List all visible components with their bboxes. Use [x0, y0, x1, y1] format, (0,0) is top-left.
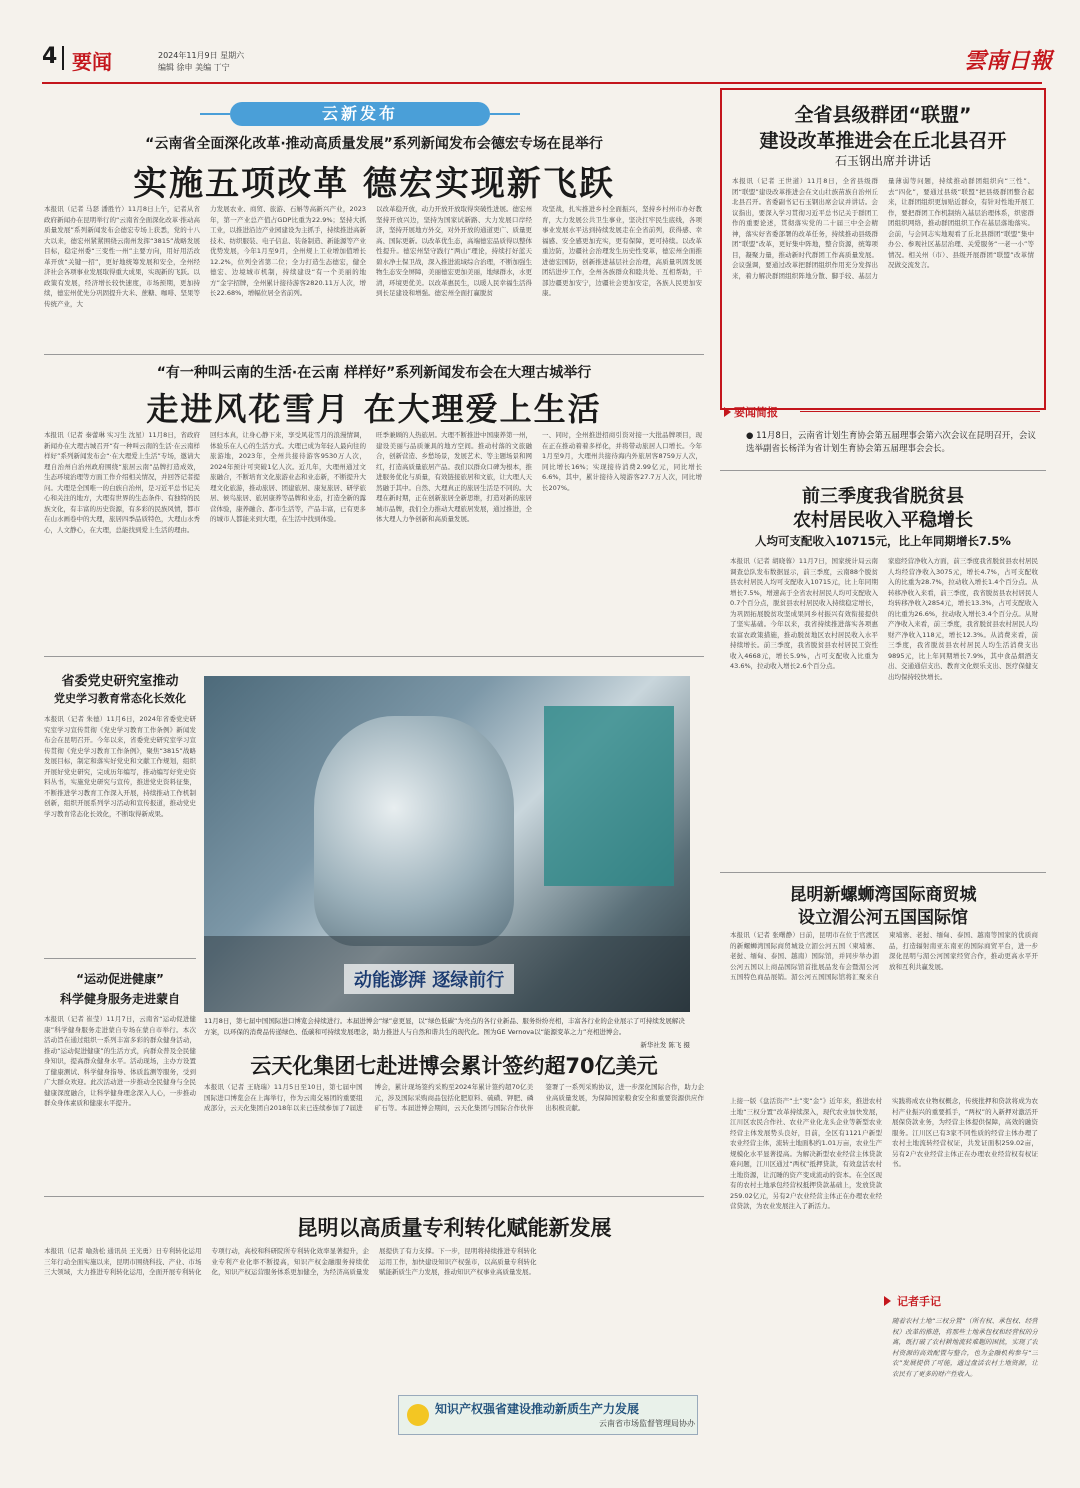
dali-column-4: 一、同时，全州推进招商引资对接一大批品牌项目，现在正在推动着着多样化，并将带动旅居人口增长。今年1月至9月，大理州共接待海内外旅居客8759万人次，同比增长16%；实现接待消费2.99亿元，同比增长6.6%，其中，累计接待入境游客27.7万人次，同比增长207%。 [542, 431, 702, 492]
section-name: 要闻 [72, 50, 112, 74]
page-number-divider [62, 46, 64, 70]
issue-editors: 编辑 徐申 美编 丁宁 [158, 63, 230, 72]
note-marker-icon [884, 1296, 891, 1306]
poverty-headline-1: 前三季度我省脱贫县 [802, 486, 964, 507]
banner-right-line [490, 113, 520, 115]
dali-bottom-rule [44, 656, 704, 657]
lead-kicker: “云南省全面深化改革·推动高质量发展”系列新闻发布会德宏专场在昆举行 [145, 136, 603, 152]
lead-column-3: 以改革稳开放，动力开放开放取得突破性进展。德宏州坚持开放兴边，坚持为国家试新路、大力发展口岸经济，坚持开展地方外交，对外开放的通道更广、质量更高、国际更新。以改革优生态，高端德宏品质得以整体性提升。德宏州坚守践行“两山”理论，持续打好蓝天碧水净土保卫战，深入推进流域综合治理，不断加强生物生态安全屏障，美丽德宏更加美丽，地绿群水，水更清，环境更优美。以改革惠民生，以暖人民幸福生活得到长足建设和增强。德宏州全面打赢脱贫 [376, 205, 532, 297]
box-headline-2: 建设改革推进会在丘北县召开 [759, 130, 1007, 152]
masthead [0, 0, 1080, 84]
lead-column-2: 力发展农业、商贸、旅游、石斛等高新兴产业，2023年，第一产业总产值占GDP比重为22.9%；坚持大抓工业，以推进沿边产业园建设为主抓手，持续推进高新技术、纺织服装、电子信息、装备制造、新能源等产业优势发展，今年1月至9月，全州规上工业增加值增长12.2%，位列全省第二位；全力打造生态德宏，健全德宏、边境城市机制，持续建设“有一个美丽的地方”金字招牌，全州累计接待游客2820.11万人次，增长22.68%，增幅位居全省前列。 [210, 205, 366, 297]
fair-headline: 云天化集团七赴进博会累计签约超70亿美元 [250, 1054, 658, 1078]
gas-turbine-image [314, 716, 514, 946]
briefs-text: ● 11月8日，云南省计划生育协会第五届理事会第六次会议在昆明召开，会议选举副省长杨洋为省计划生育协会第五届理事会会长。 [746, 431, 1036, 454]
briefs-bottom-rule [720, 470, 1046, 471]
fair-story-text: 本报讯（记者 王晓瑞）11月5日至10日，第七届中国国际进口博览会在上海举行，作为云南交易团的重要组成部分，云天化集团自2018年以来已连续参加了7届进博会，累计现场签约采购至2024年累计签约超70亿美元，涉及国际采购商品包括化肥原料、硫磺、钾肥、磷矿石等。本届进博会期间，云天化集团与国际合作伙伴签署了一系列采购协议，进一步深化国际合作，助力企业高质量发展，为保障国家粮食安全和重要资源供应作出积极贡献。 [204, 1083, 704, 1112]
trade-story-text: 本报讯（记者 张曙静）日前，昆明市在位于官渡区的新螺蛳湾国际商贸城设立湄公河五国（柬埔寨、老挝、缅甸、泰国、越南）国际馆，并同步举办湄公河五国以上商品国际馆首批展品发布会暨湄公河五国特色商品展销。湄公河五国国际馆将汇聚来自柬埔寨、老挝、缅甸、泰国、越南等国家的优质商品，打造辐射南亚东南亚的国际商贸平台，进一步深化昆明与湄公河国家经贸合作，推动更高水平开放和互利共赢发展。 [730, 931, 1038, 981]
briefs-rule [800, 411, 1040, 412]
patent-story-text: 本报讯（记者 喻劲松 通讯员 王光勇）日专利转化运用三年行动全面实施以来，昆明市围绕科技、产业、市场三大领域，大力推进专利转化运用，全面开展专利转化专项行动，高校和科研院所专利转化效率显著提升，企业专利产业化率不断提高，知识产权金融服务持续优化，知识产权运营服务体系更加健全，为经济高质量发展提供了有力支撑。下一步，昆明将持续推进专利转化运用工作，加快建设知识产权强市，以高质量专利转化赋能新质生产力发展，推动知识产权事业高质量发展。 [44, 1247, 537, 1276]
land-story-text: 上接一版《盘活资产“土”变“金”》近年来，推进农村土地“三权分置”改革持续深入，现代农业加快发展，江川区农民合作社、农业产业化龙头企业等新型农业经营主体发展势头良好，目前，全区有1121户新型农业经营主体，流转土地面积约1.01万亩，农业生产规模化水平显著提高。为解决新型农业经营主体贷款难问题，江川区通过“两权”抵押贷款，有效盘活农村土地资源，让沉睡的资产变成流动的资本。在全区现有的农村土地承包经营权抵押贷款基础上，发放贷款259.02亿元，另有2户农业经营主体正在办理农业经营贷款，为农业发展注入了新活力。 [730, 1097, 882, 1210]
trade-headline-2: 设立湄公河五国国际馆 [798, 908, 968, 928]
reporter-note-label: 记者手记 [897, 1295, 941, 1308]
dali-kicker: “有一种叫云南的生活·在云南 样样好”系列新闻发布会在大理古城举行 [156, 365, 592, 381]
history-bottom-rule [44, 958, 196, 959]
sports-story-text: 本报讯（记者 崔莹）11月7日，云南省“运动促进健康”科学健身服务走进蒙自专场在蒙自市举行。本次活动旨在通过组织一系列丰富多彩的群众健身活动，推动“运动促进健康”的生活方式，向群众普及全民健身知识，提高群众健身水平。活动现场，主办方设置了健康测试、科学健身指导、体质监测等服务，受到广大群众欢迎。此次活动进一步推动全民健身与全民健康深度融合，让科学健身理念深入人心，一步推动群众身体素质和健康水平提升。 [44, 1015, 196, 1107]
lead-column-4: 攻坚战，扎实推进乡村全面振兴，坚持乡村州市办好教育，大力发展公共卫生事业，坚决扛牢民生底线，各项事业发展水平达到持续发展走在全省前列，获得感、幸福感、安全感更加充实，更有保障，更可持续。以改革重边防，边疆社会治理发生历史性变革，德宏州全面推进德宏国防，创新推进基层社会治理，高质量巩固发展团结进步工作，全州各族群众和睦共处、互相帮助，干部边疆更加安宁，边疆社会更加安定，各族人民更加安康。 [542, 205, 702, 297]
reporter-note-text: 随着农村土地“三权分置”（所有权、承包权、经营权）改革的推进，将那些土地承包权和经营权的分离，既打破了农村耕地流转难题的困扰，实现了农村资源的高效配置与整合，也为金融机构参与“三农”发展提供了可能，通过盘活农村土地资源，让农民有了更多的财产性收入。 [892, 1317, 1038, 1378]
dali-column-2: 回归本真，让身心静下来，享受风花雪月的浪漫情调，体验乐在人心的生活方式。大理已成为年轻人最向往的旅游地，2023年，全州共接待游客9530万人次，2024年预计可突破1亿人次。近几年，大理州通过文旅融合，不断培育文化旅游业态和业态新，不断提升大理文化旅游，推动旅居、团建旅居、康复旅居、研学旅居、候鸟旅居、旅居康养等品牌和业态，打造全新的露营体验，康养融合、都市生活等，产品丰富，已有更多的城市人都能来到大理，在生活中找到体验。 [210, 431, 366, 523]
brief-marker-icon [724, 407, 731, 417]
photo-caption: 11月8日，第七届中国国际进口博览会持续进行。本届进博会“绿”意更显，以“绿色低碳”为亮点的各行业新品、服务纷纷亮相，丰富各行业的企业展示了可持续发展解决方案，以环保的消费品传递绿色、低碳和可持续发展理念，助力推进人与自然和谐共生的现代化。图为GE Vernova以“能源变革之力”亮相进博会。 [204, 1017, 685, 1036]
ip-banner-title: 知识产权强省建设推动新质生产力发展 [435, 1402, 640, 1416]
display-screen-image [544, 706, 674, 886]
lead-column-1: 本报讯（记者 马瑟 潘胜竹）11月8日上午，记者从省政府新闻办在昆明举行的“云南省全面深化改革·推动高质量发展”系列新闻发布会德宏专场上获悉，党的十八大以来，德宏州紧紧围绕云南州发挥“3815”战略发展目标，稳定州委“三变性一州”主要方向，用好用活改革开放“关键一招”，更好地统筹发展和安全，全州经济社会各项事业发展取得重大成果，实现新的飞跃。以政策有发展，经济增长较快速度，市场预期，更加持续，德宏州优先分巩固提升大米、蔗糖、咖啡、坚果等传统产业，大 [44, 205, 200, 308]
poverty-column-1: 本报讯（记者 胡晓蓉）11月7日，国家统计局云南调查总队发布数据显示，前三季度，云南88个脱贫县农村居民人均可支配收入10715元，比上年同期增长7.5%，增速高于全省农村居民人均可支配收入0.7个百分点，脱贫县农村居民收入持续稳定增长，为巩固拓展脱贫攻坚成果同乡村振兴有效衔接提供了坚实基础。今年以来，我省持续推进落实各项惠农富农政策措施，推动脱贫地区农村居民收入水平持续增长。前三季度，我省脱贫县农村居民工资性收入4668元，增长5.9%，占可支配收入比重为43.6%，拉动收入增长2.6个百分点。 [730, 557, 878, 670]
ip-banner-org: 云南省市场监督管理局协办 [599, 1419, 695, 1428]
history-headline-2: 党史学习教育常态化长效化 [54, 692, 186, 705]
dali-headline: 走进风花雪月 在大理爱上生活 [146, 390, 602, 428]
box-subhead: 石玉钢出席并讲话 [834, 154, 931, 168]
briefs-label: 要闻简报 [734, 406, 778, 419]
poverty-subhead: 人均可支配收入10715元，比上年同期增长7.5% [755, 534, 1011, 548]
issue-date: 2024年11月9日 星期六 [158, 51, 245, 60]
sports-bottom-rule [44, 1196, 704, 1197]
photo-overlay-title: 动能澎湃 逐绿前行 [344, 964, 514, 994]
dali-column-1: 本报讯（记者 秦蕾琳 实习生 沈星）11月8日，省政府新闻办在大理古城召开“有一种叫云南的生活·在云南样样好”系列新闻发布会“·在大理爱上生活”专场，邀请大理自治州自治州政府围绕“旅居云南”品牌打造成效，生态环境治理等方面工作介绍相关情况，并回答记者提问。大理是全国唯一的白族自治州，是习近平总书记关心和关注的地方，大理有世界的生态条件、有独特的民族文化，有丰富的历史资源，有多彩的民族风情，都市在山水画卷中的大理，旅居四季品质特色，大理山水秀心，人文静心，在大理，总能找到爱上生活的理由。 [44, 431, 200, 534]
box-headline-1: 全省县级群团“联盟” [794, 104, 972, 126]
sports-headline-2: 科学健身服务走进蒙自 [59, 992, 180, 1006]
poverty-column-2: 家庭经营净收入方面，前三季度我省脱贫县农村居民人均经营净收入3075元，增长4.7%，占可支配收入的比重为28.7%，拉动收入增长1.4个百分点。从转移净收入来看，前三季度，我省脱贫县农村居民人均转移净收入2854元，增长13.3%，占可支配收入的比重为26.6%，拉动收入增长3.4个百分点。从财产净收入来看，前三季度，我省脱贫县农村居民人均财产净收入118元，增长12.3%。从消费来看，前三季度，我省脱贫县农村居民人均生活消费支出9895元，比上年同期增长7.9%，其中食品烟酒支出、交通通信支出、教育文化娱乐支出、医疗保健支出均保持较快增长。 [888, 557, 1038, 681]
section-banner: 云新发布 [230, 102, 490, 126]
poverty-bottom-rule [720, 872, 1046, 873]
patent-headline: 昆明以高质量专利转化赋能新发展 [296, 1216, 612, 1240]
page-number: 4 [42, 44, 58, 69]
expo-photo [204, 676, 690, 1012]
photo-credit: 新华社发 陈飞 摄 [640, 1041, 690, 1049]
header-rule [42, 82, 1042, 84]
lead-headline: 实施五项改革 德宏实现新飞跃 [133, 164, 615, 204]
trade-headline-1: 昆明新螺蛳湾国际商贸城 [789, 885, 977, 905]
poverty-headline-2: 农村居民收入平稳增长 [793, 510, 973, 531]
newspaper-logo: 雲南日報 [964, 48, 1053, 74]
box-story-text: 本报讯（记者 王世道）11月8日，全省县级群团“联盟”建设改革推进会在文山壮族苗族自治州丘北县召开。省委副书记石玉钢出席会议并讲话。会议指出，要深入学习贯彻习近平总书记关于群团工作的重要论述，贯彻落实党的二十届三中全会精神，落实好省委部署的改革任务，持续推动县级群团“联盟”改革，更好集中阵地，整合资源，统筹项目，凝聚力量，推动新时代群团工作高质量发展。会议强调，要通过改革把群团组织作用充分发挥出来，着力解决群团组织阵地分散、脚手较、基层力量薄弱等问题，持续推动群团组织向“三性”、去“四化”，要通过县级“联盟”把县级群团整合起来，让群团组织更加贴近群众，有针对性地开展工作，要把群团工作机制纳入基层治理体系，织密群团组织网络，推动群团组织工作在基层落地落实。会前，与会同志实地观看了丘北县群团“联盟”集中办公、参观社区基层治理、关爱服务“一老一小”等情况。相关州（市）、县级开展群团“联盟”改革情况做交流发言。 [732, 177, 1034, 280]
banner-left-line [200, 113, 230, 115]
dali-column-3: 旺季兼顾的人热旅居。大理不断推进中国康养第一州，建设美丽与品质兼具的地方空间。推动村落的文旅融合，创新营造、乡愁场景，发展艺术、等主题场景和网红，打造高质量旅居产品。我们以群众口碑为根本，推进服务优化与质量，有效链接旅居和文旅，让大理人天然融于其中。自然、大理真正的旅居生活是不同的。大理在新时期，正在创新旅居全新思维，打造对新的旅居城市品牌，我们全力推动大理旅居发展，通过推进，全体大理人力争创新和高质量发展。 [376, 431, 532, 523]
ip-banner [398, 1395, 698, 1435]
lead-bottom-rule [44, 354, 704, 355]
history-headline-1: 省委党史研究室推动 [61, 674, 179, 689]
lightbulb-icon [407, 1404, 429, 1426]
sports-headline-1: “运动促进健康” [76, 972, 164, 986]
land-story-text-2: 实践将成农业物权概念，传统批押和贷款将成为农村产业振兴的重要抓手，“两权”的入新押对激活开展保贷款业务，为经营主体提供保障，高效的融资服务。江川区已有3家不同性质的经营主体办理了农村土地流转经营权证，共发证面积259.02亩，另有2户农业经营主体正在办理农业经营权有权证书。 [892, 1097, 1038, 1168]
history-story-text: 本报讯（记者 朱德）11月6日，2024年省委党史研究室学习宣传贯彻《党史学习教育工作条例》新闻发布会在昆明召开。今年以来，省委党史研究室学习宣传贯彻《党史学习教育工作条例》，聚焦“3815”战略发展目标，制定和落实好党史和文献工作规划，组织开展好党史研究，完成历年编写，推动编写好党史资料丛书，实施党史研究与宣传，推进党史资料征集，不断推进学习教育工作深入开展，持续推动工作机制创新，组织开展系列学习活动和宣传报道，推动党史学习教育常态化长效化，不断取得新成果。 [44, 715, 196, 818]
